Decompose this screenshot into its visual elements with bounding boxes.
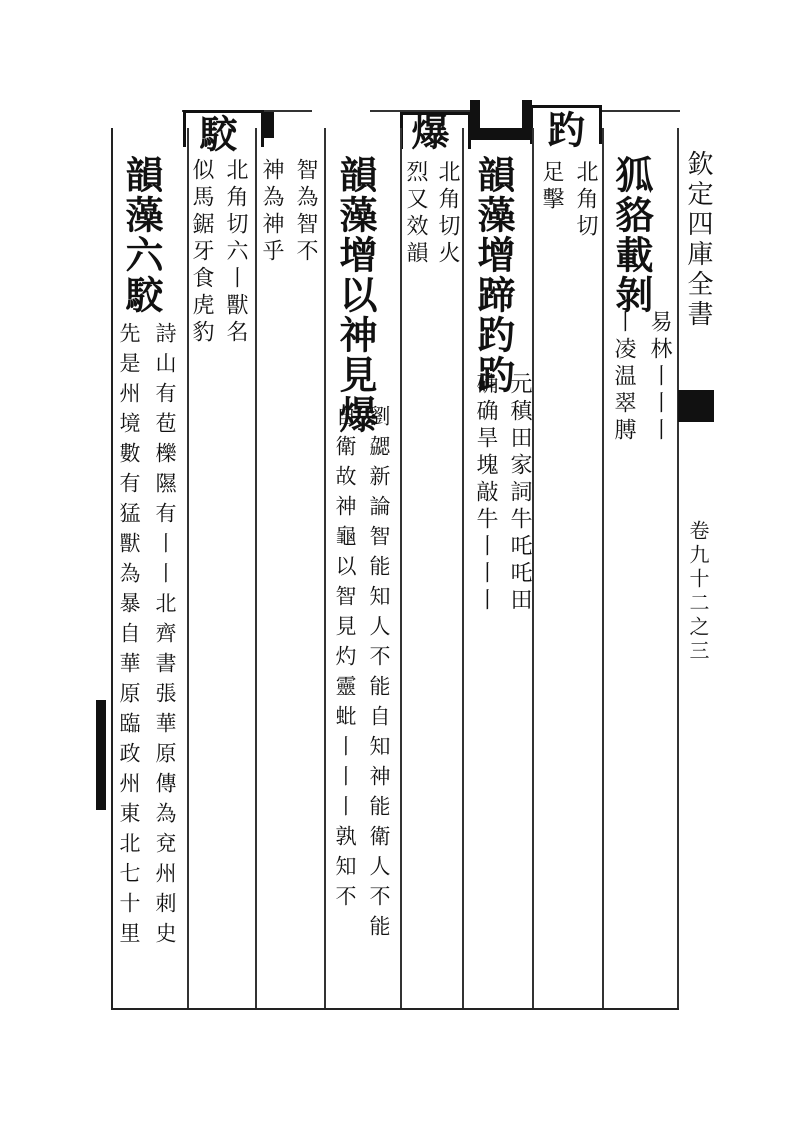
column-rule xyxy=(255,128,257,1008)
definition: 烈又效韻 xyxy=(403,160,428,268)
annotation: 丨凌温翠膊 xyxy=(611,310,636,445)
pronunciation: 北角切六丨獸名 xyxy=(223,158,248,347)
annotation: 元稹田家詞牛吒吒田 xyxy=(507,372,532,615)
definition: 似馬鋸牙食虎豹 xyxy=(189,158,214,347)
headword-phrase: 韻藻增以神見爆 xyxy=(333,155,378,435)
annotation: 詩山有苞櫟隰有丨丨北齊書張華原傳為兗州刺史 xyxy=(153,322,177,952)
column-rule xyxy=(602,128,604,1008)
annotation: 劉勰新論智能知人不能自知神能衛人不能 xyxy=(367,405,391,945)
definition: 足擊 xyxy=(539,160,564,214)
column-rule xyxy=(462,128,464,1008)
headword-phrase: 狐貉載剝 xyxy=(609,155,654,315)
pronunciation: 北角切火 xyxy=(435,160,460,268)
black-bracket xyxy=(262,112,274,138)
headword-char: 爆 xyxy=(405,112,450,152)
annotation: 先是州境數有猛獸為暴自華原臨政州東北七十里 xyxy=(117,322,141,952)
column-rule xyxy=(532,128,534,1008)
scan-edge-mark xyxy=(96,700,106,810)
headword-char: 駮 xyxy=(193,114,238,154)
book-title: 欽定四庫全書 xyxy=(683,150,713,330)
white-bracket xyxy=(480,100,522,128)
column-rule xyxy=(400,128,402,1008)
column-rule xyxy=(677,128,679,1008)
annotation: 智為智不 xyxy=(293,158,318,266)
column-rule xyxy=(324,128,326,1008)
headword-phrase: 韻藻增蹄趵趵 xyxy=(471,155,516,395)
chapter-label: 卷九十二之三 xyxy=(686,520,710,664)
annotation: 易林丨丨丨 xyxy=(647,310,672,445)
annotation: 神為神乎 xyxy=(259,158,284,266)
pronunciation: 北角切 xyxy=(573,160,598,241)
fish-tail-mark xyxy=(678,390,714,422)
annotation: 确确旱塊敲牛丨丨丨 xyxy=(473,372,498,615)
headword-phrase: 韻藻六駮 xyxy=(119,155,164,315)
annotation: 自衛故神龜以智見灼靈蚍丨丨丨孰知不 xyxy=(333,405,357,915)
headword-char: 趵 xyxy=(541,110,586,150)
